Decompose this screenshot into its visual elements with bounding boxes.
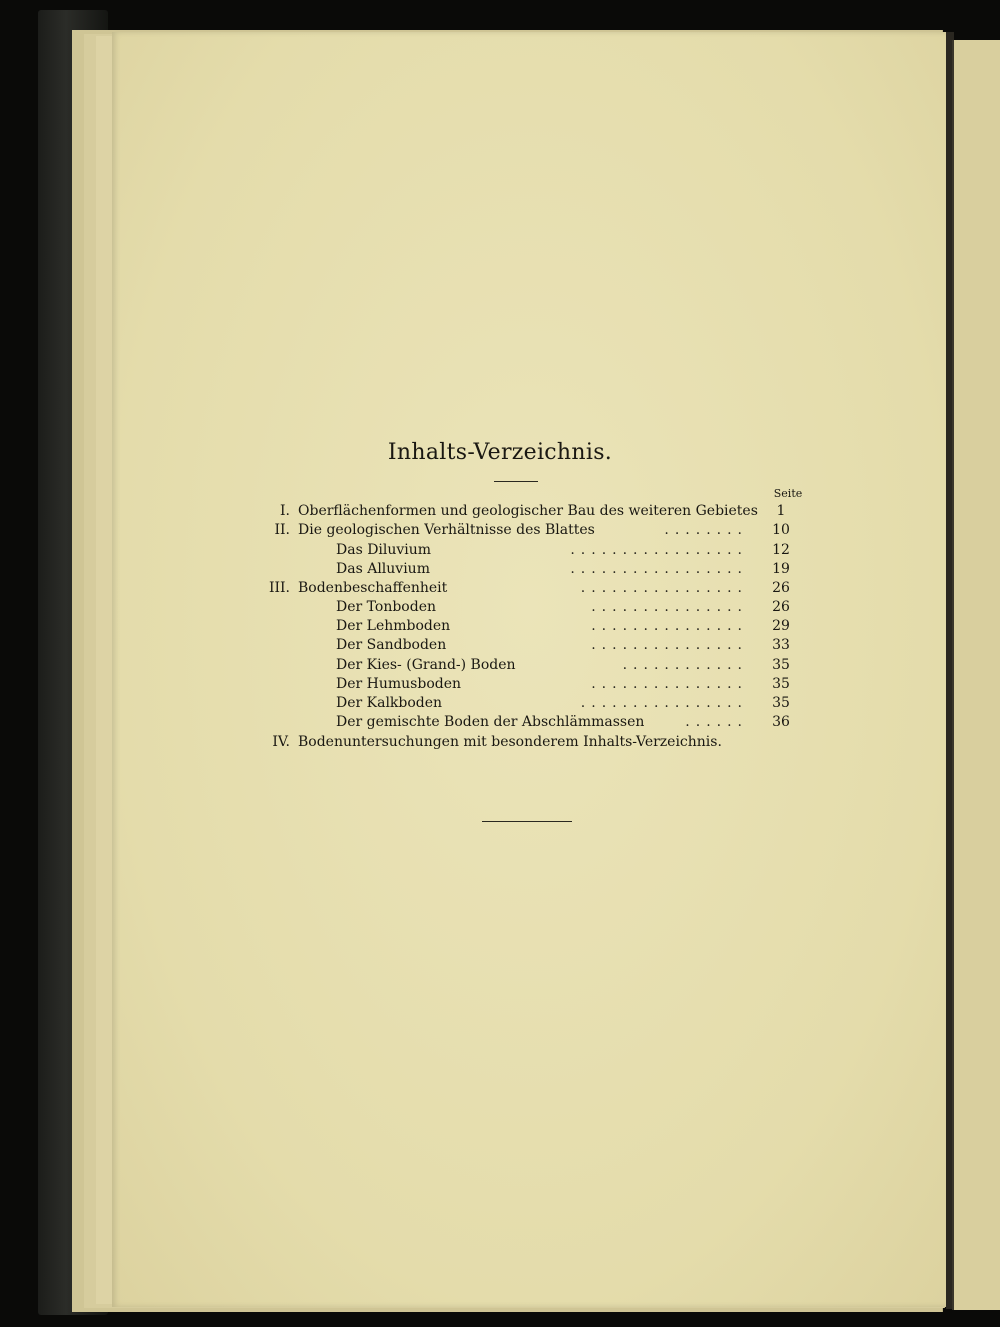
toc-entry-text: Bodenuntersuchungen mit besonderem Inhalts-Verzeichnis. (298, 734, 722, 750)
toc-entry-text: Das Alluvium (336, 561, 430, 577)
toc-entry-text: Der Lehmboden (336, 618, 451, 634)
leader-dots: ........ (664, 522, 748, 538)
toc-entry (0, 617, 790, 636)
toc-entry-number: II. (274, 522, 290, 538)
toc-entry-page: 35 (772, 657, 790, 673)
page-column-label: Seite (773, 487, 803, 500)
toc-entry-text: Der Humusboden (336, 676, 462, 692)
toc-entry (0, 560, 790, 579)
toc-entry-text: Das Diluvium (336, 542, 432, 558)
toc-entry-page: 35 (772, 695, 790, 711)
closing-rule (482, 821, 572, 822)
toc-entry-number: III. (268, 580, 290, 596)
toc-entry-page: 29 (772, 618, 790, 634)
toc-entry (0, 675, 790, 694)
toc-entry-text: Bodenbeschaffenheit (298, 580, 448, 596)
leader-dots: ...... (685, 714, 748, 730)
toc-entry (0, 636, 790, 655)
toc-entry-page: 1 (776, 503, 786, 519)
leader-dots: ............... (591, 618, 748, 634)
leader-dots: ............ (622, 657, 748, 673)
leader-dots: ............... (591, 599, 748, 615)
toc-entry-number: I. (280, 503, 290, 519)
toc-entry-text: Der Tonboden (336, 599, 437, 615)
toc-entry (0, 541, 790, 560)
toc-entry-text: Der gemischte Boden der Abschlämmassen (336, 714, 645, 730)
toc-entry (0, 502, 790, 521)
toc-title: Inhalts-Verzeichnis. (387, 440, 613, 465)
leader-dots: ............... (591, 637, 748, 653)
toc-entry-page: 19 (772, 561, 790, 577)
toc-entry-text: Oberflächenformen und geologischer Bau des weiteren Gebietes (298, 503, 758, 519)
toc-entry (0, 579, 790, 598)
toc-entry (0, 713, 790, 732)
leader-dots: ................ (580, 580, 748, 596)
toc-entry-text: Der Kalkboden (336, 695, 443, 711)
leader-dots: ................. (570, 561, 748, 577)
toc-entry-text: Der Kies- (Grand-) Boden (336, 657, 516, 673)
toc-entry-page: 33 (772, 637, 790, 653)
toc-entry (0, 598, 790, 617)
toc-entry-text: Der Sandboden (336, 637, 447, 653)
leader-dots: ............... (591, 676, 748, 692)
toc-entry-page: 12 (772, 542, 790, 558)
toc-entry (0, 656, 790, 675)
toc-entry-page: 35 (772, 676, 790, 692)
toc-entry-page: 26 (772, 599, 790, 615)
title-rule (494, 481, 538, 482)
toc-entry-page: 36 (772, 714, 790, 730)
toc-entry (0, 521, 790, 540)
toc-entry (0, 733, 790, 752)
toc-entry-text: Die geologischen Verhältnisse des Blattes (298, 522, 595, 538)
leader-dots: ................. (570, 542, 748, 558)
toc-entry-page: 26 (772, 580, 790, 596)
facing-page (952, 40, 1000, 1310)
leader-dots: ................ (580, 695, 748, 711)
toc-entry-number: IV. (272, 734, 290, 750)
toc-entry (0, 694, 790, 713)
toc-entry-page: 10 (772, 522, 790, 538)
